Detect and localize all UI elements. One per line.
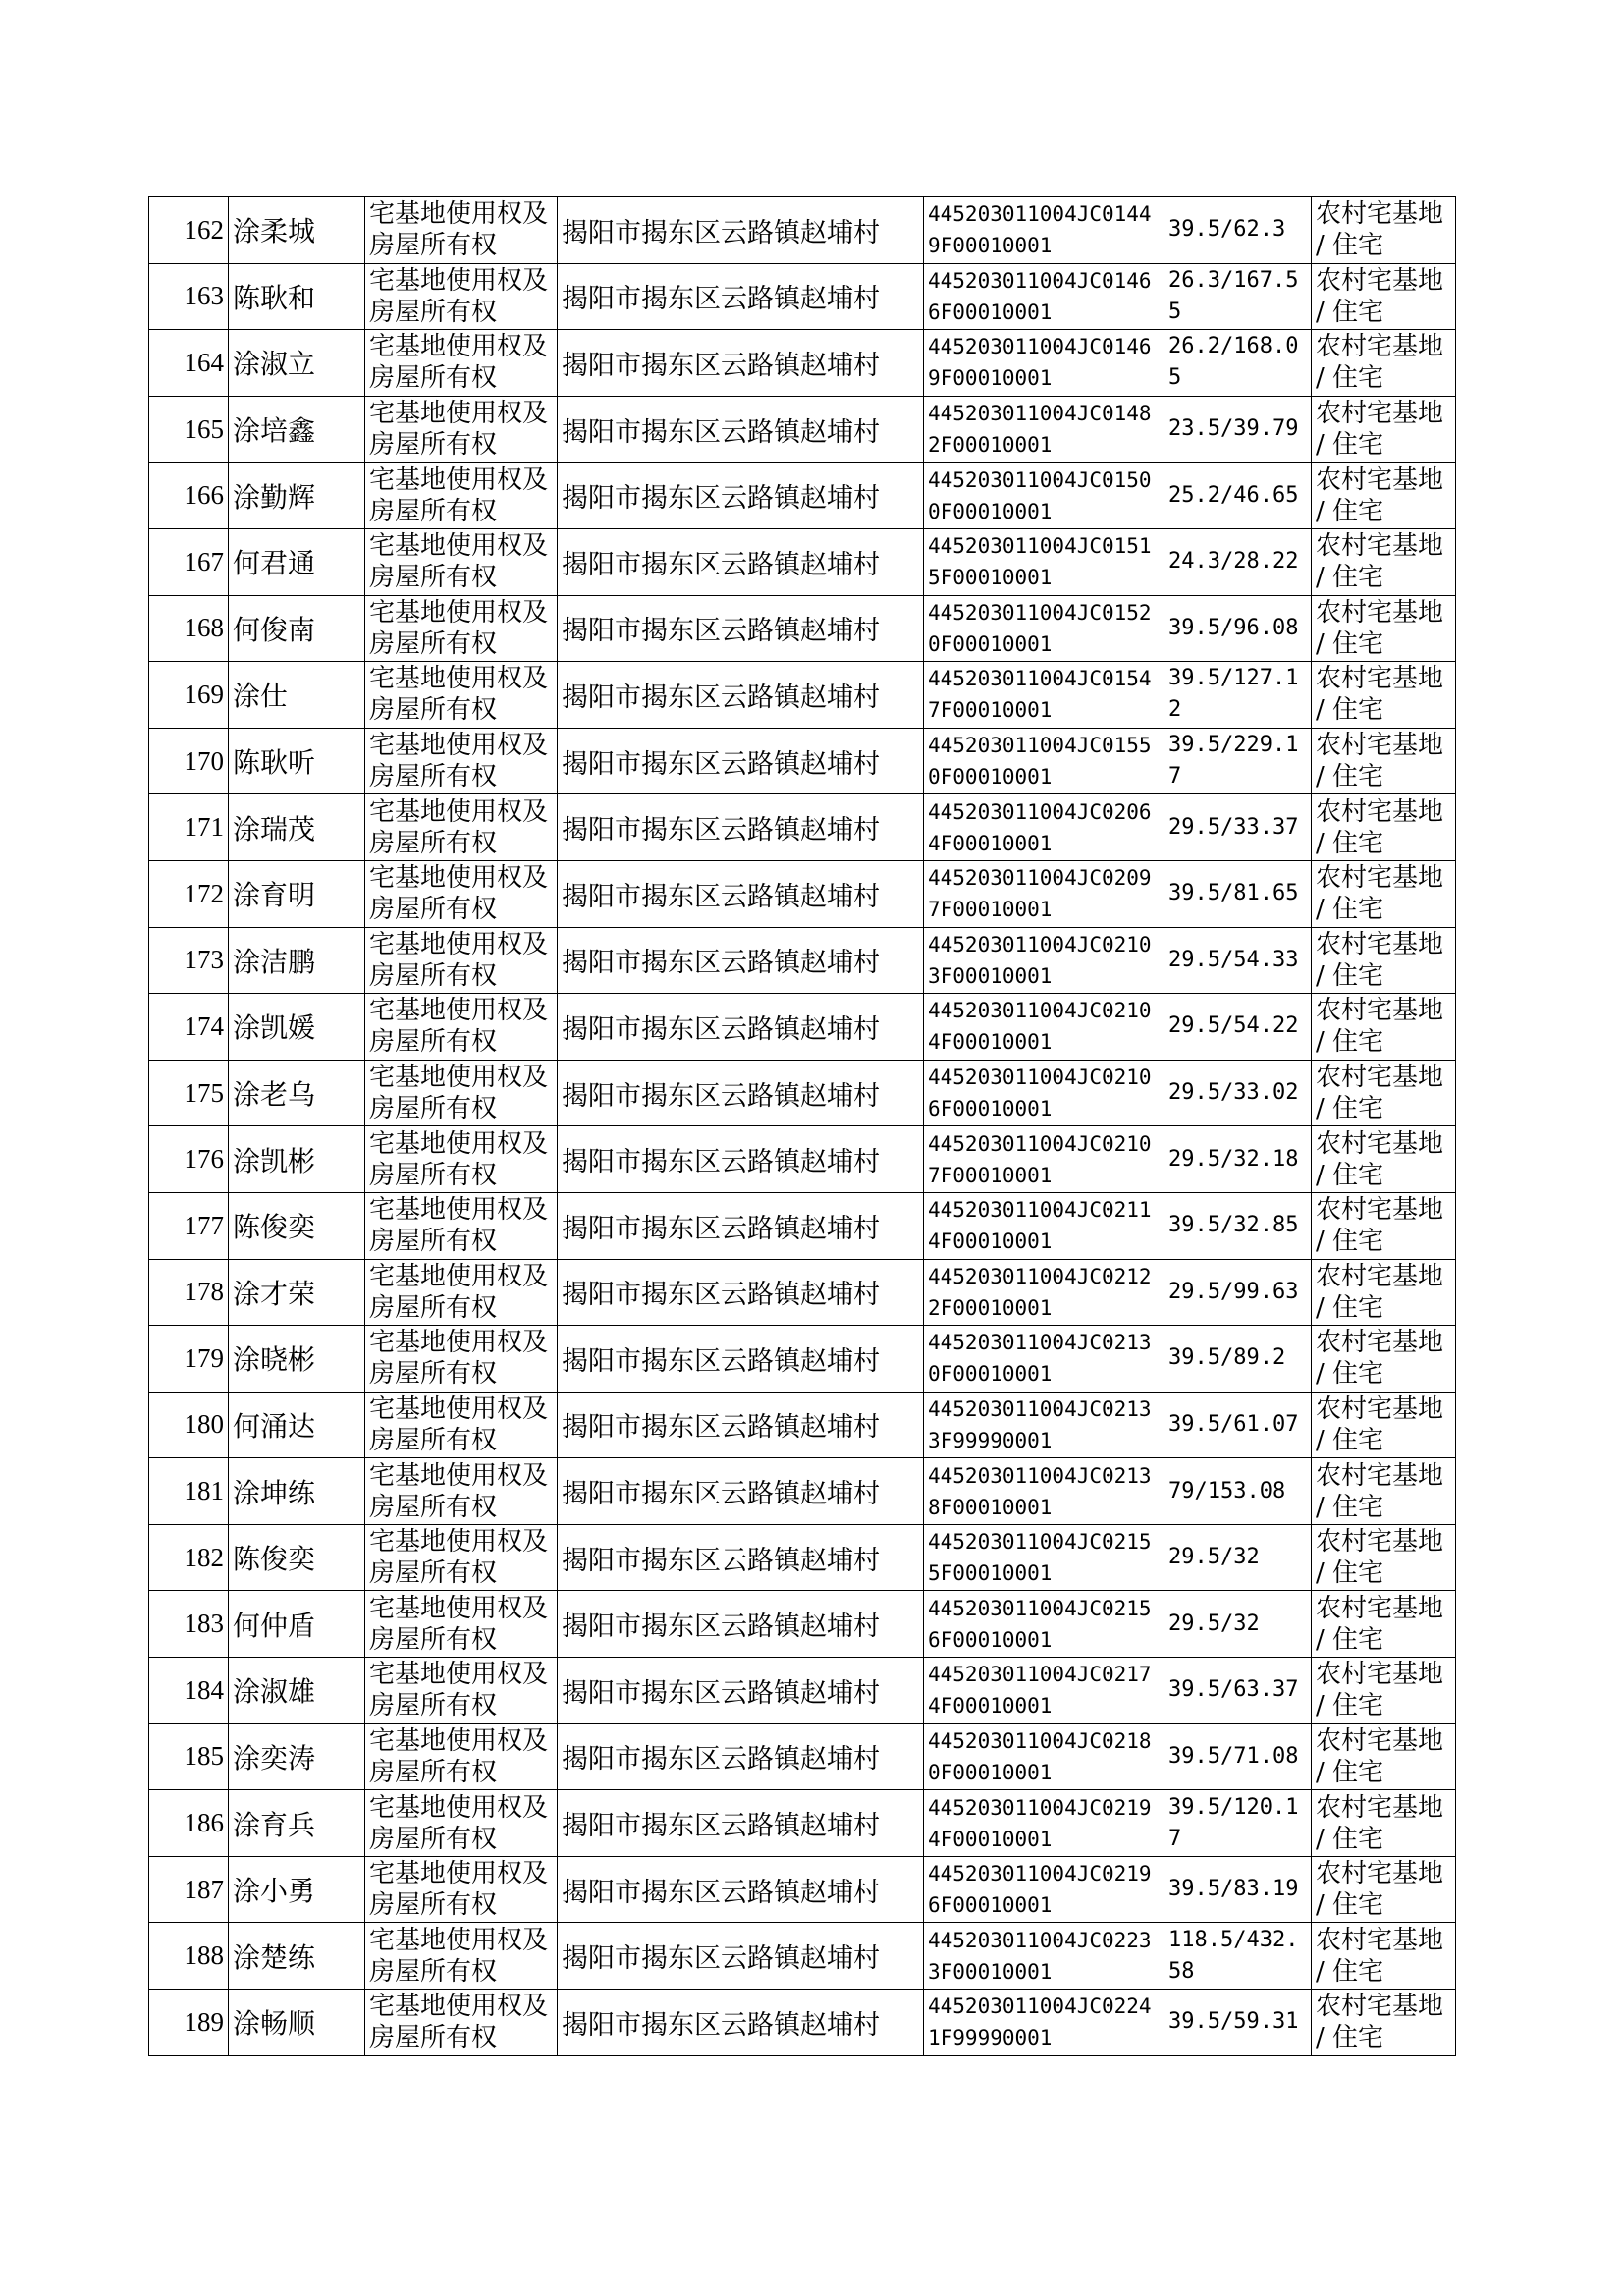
location-cell: 揭阳市揭东区云路镇赵埔村	[558, 1524, 924, 1591]
row-number-cell: 172	[149, 860, 229, 927]
property-unit-code-cell: 445203011004JC01466F00010001	[924, 263, 1164, 330]
property-unit-code-cell: 445203011004JC02106F00010001	[924, 1060, 1164, 1126]
property-unit-code-cell: 445203011004JC01515F00010001	[924, 528, 1164, 595]
owner-name-cell: 涂育兵	[229, 1790, 365, 1857]
table-row	[149, 528, 1456, 595]
usage-cell: 农村宅基地 / 住宅	[1312, 728, 1456, 794]
owner-name-cell: 何涌达	[229, 1392, 365, 1458]
location-cell: 揭阳市揭东区云路镇赵埔村	[558, 1723, 924, 1790]
owner-name-cell: 何仲盾	[229, 1591, 365, 1658]
usage-cell: 农村宅基地 / 住宅	[1312, 1126, 1456, 1193]
usage-cell: 农村宅基地 / 住宅	[1312, 1060, 1456, 1126]
table-row	[149, 1856, 1456, 1923]
location-cell: 揭阳市揭东区云路镇赵埔村	[558, 197, 924, 264]
right-type-cell: 宅基地使用权及房屋所有权	[365, 1060, 558, 1126]
owner-name-cell: 涂楚练	[229, 1923, 365, 1990]
row-number-cell: 183	[149, 1591, 229, 1658]
usage-cell: 农村宅基地 / 住宅	[1312, 263, 1456, 330]
location-cell: 揭阳市揭东区云路镇赵埔村	[558, 1192, 924, 1259]
property-unit-code-cell: 445203011004JC01500F00010001	[924, 463, 1164, 529]
property-unit-code-cell: 445203011004JC02130F00010001	[924, 1326, 1164, 1393]
area-cell: 26.3/167.55	[1164, 263, 1312, 330]
table-row	[149, 927, 1456, 994]
row-number-cell: 167	[149, 528, 229, 595]
owner-name-cell: 涂柔城	[229, 197, 365, 264]
table-row	[149, 463, 1456, 529]
area-cell: 26.2/168.05	[1164, 330, 1312, 397]
property-unit-code-cell: 445203011004JC02064F00010001	[924, 794, 1164, 861]
area-cell: 24.3/28.22	[1164, 528, 1312, 595]
row-number-cell: 173	[149, 927, 229, 994]
location-cell: 揭阳市揭东区云路镇赵埔村	[558, 1458, 924, 1525]
right-type-cell: 宅基地使用权及房屋所有权	[365, 1923, 558, 1990]
right-type-cell: 宅基地使用权及房屋所有权	[365, 330, 558, 397]
usage-cell: 农村宅基地 / 住宅	[1312, 1856, 1456, 1923]
area-cell: 39.5/62.3	[1164, 197, 1312, 264]
owner-name-cell: 何俊南	[229, 595, 365, 662]
row-number-cell: 177	[149, 1192, 229, 1259]
area-cell: 29.5/54.22	[1164, 994, 1312, 1061]
location-cell: 揭阳市揭东区云路镇赵埔村	[558, 1060, 924, 1126]
area-cell: 23.5/39.79	[1164, 396, 1312, 463]
property-unit-code-cell: 445203011004JC01547F00010001	[924, 662, 1164, 729]
location-cell: 揭阳市揭东区云路镇赵埔村	[558, 396, 924, 463]
location-cell: 揭阳市揭东区云路镇赵埔村	[558, 1392, 924, 1458]
property-unit-code-cell: 445203011004JC02196F00010001	[924, 1856, 1164, 1923]
area-cell: 39.5/89.2	[1164, 1326, 1312, 1393]
area-cell: 29.5/33.02	[1164, 1060, 1312, 1126]
right-type-cell: 宅基地使用权及房屋所有权	[365, 1790, 558, 1857]
row-number-cell: 188	[149, 1923, 229, 1990]
location-cell: 揭阳市揭东区云路镇赵埔村	[558, 463, 924, 529]
area-cell: 29.5/99.63	[1164, 1259, 1312, 1326]
table-row	[149, 1259, 1456, 1326]
table-row	[149, 1126, 1456, 1193]
usage-cell: 农村宅基地 / 住宅	[1312, 1790, 1456, 1857]
usage-cell: 农村宅基地 / 住宅	[1312, 1192, 1456, 1259]
property-unit-code-cell: 445203011004JC02107F00010001	[924, 1126, 1164, 1193]
owner-name-cell: 陈耿听	[229, 728, 365, 794]
location-cell: 揭阳市揭东区云路镇赵埔村	[558, 330, 924, 397]
row-number-cell: 164	[149, 330, 229, 397]
area-cell: 29.5/32	[1164, 1591, 1312, 1658]
usage-cell: 农村宅基地 / 住宅	[1312, 330, 1456, 397]
row-number-cell: 186	[149, 1790, 229, 1857]
row-number-cell: 184	[149, 1658, 229, 1724]
right-type-cell: 宅基地使用权及房屋所有权	[365, 1524, 558, 1591]
owner-name-cell: 涂才荣	[229, 1259, 365, 1326]
area-cell: 39.5/120.17	[1164, 1790, 1312, 1857]
usage-cell: 农村宅基地 / 住宅	[1312, 794, 1456, 861]
table-row	[149, 263, 1456, 330]
usage-cell: 农村宅基地 / 住宅	[1312, 1259, 1456, 1326]
location-cell: 揭阳市揭东区云路镇赵埔村	[558, 1326, 924, 1393]
table-row	[149, 1060, 1456, 1126]
right-type-cell: 宅基地使用权及房屋所有权	[365, 728, 558, 794]
owner-name-cell: 涂培鑫	[229, 396, 365, 463]
property-unit-code-cell: 445203011004JC01482F00010001	[924, 396, 1164, 463]
right-type-cell: 宅基地使用权及房屋所有权	[365, 1458, 558, 1525]
area-cell: 39.5/63.37	[1164, 1658, 1312, 1724]
owner-name-cell: 陈俊奕	[229, 1192, 365, 1259]
property-unit-code-cell: 445203011004JC01469F00010001	[924, 330, 1164, 397]
location-cell: 揭阳市揭东区云路镇赵埔村	[558, 1923, 924, 1990]
row-number-cell: 165	[149, 396, 229, 463]
table-row	[149, 1723, 1456, 1790]
owner-name-cell: 涂坤练	[229, 1458, 365, 1525]
owner-name-cell: 涂瑞茂	[229, 794, 365, 861]
owner-name-cell: 何君通	[229, 528, 365, 595]
table-row	[149, 197, 1456, 264]
area-cell: 39.5/59.31	[1164, 1990, 1312, 2056]
right-type-cell: 宅基地使用权及房屋所有权	[365, 1723, 558, 1790]
location-cell: 揭阳市揭东区云路镇赵埔村	[558, 794, 924, 861]
usage-cell: 农村宅基地 / 住宅	[1312, 595, 1456, 662]
property-unit-code-cell: 445203011004JC02103F00010001	[924, 927, 1164, 994]
usage-cell: 农村宅基地 / 住宅	[1312, 1524, 1456, 1591]
property-unit-code-cell: 445203011004JC02174F00010001	[924, 1658, 1164, 1724]
table-row	[149, 994, 1456, 1061]
right-type-cell: 宅基地使用权及房屋所有权	[365, 263, 558, 330]
table-row	[149, 1524, 1456, 1591]
location-cell: 揭阳市揭东区云路镇赵埔村	[558, 1126, 924, 1193]
table-row	[149, 1990, 1456, 2056]
area-cell: 39.5/32.85	[1164, 1192, 1312, 1259]
usage-cell: 农村宅基地 / 住宅	[1312, 1591, 1456, 1658]
row-number-cell: 162	[149, 197, 229, 264]
property-unit-code-cell: 445203011004JC02156F00010001	[924, 1591, 1164, 1658]
usage-cell: 农村宅基地 / 住宅	[1312, 197, 1456, 264]
row-number-cell: 175	[149, 1060, 229, 1126]
property-unit-code-cell: 445203011004JC02138F00010001	[924, 1458, 1164, 1525]
row-number-cell: 163	[149, 263, 229, 330]
location-cell: 揭阳市揭东区云路镇赵埔村	[558, 528, 924, 595]
row-number-cell: 185	[149, 1723, 229, 1790]
property-unit-code-cell: 445203011004JC02104F00010001	[924, 994, 1164, 1061]
location-cell: 揭阳市揭东区云路镇赵埔村	[558, 1591, 924, 1658]
right-type-cell: 宅基地使用权及房屋所有权	[365, 994, 558, 1061]
row-number-cell: 166	[149, 463, 229, 529]
table-row	[149, 1458, 1456, 1525]
usage-cell: 农村宅基地 / 住宅	[1312, 463, 1456, 529]
location-cell: 揭阳市揭东区云路镇赵埔村	[558, 927, 924, 994]
usage-cell: 农村宅基地 / 住宅	[1312, 994, 1456, 1061]
right-type-cell: 宅基地使用权及房屋所有权	[365, 396, 558, 463]
property-unit-code-cell: 445203011004JC01520F00010001	[924, 595, 1164, 662]
row-number-cell: 182	[149, 1524, 229, 1591]
property-unit-code-cell: 445203011004JC02155F00010001	[924, 1524, 1164, 1591]
right-type-cell: 宅基地使用权及房屋所有权	[365, 794, 558, 861]
right-type-cell: 宅基地使用权及房屋所有权	[365, 1591, 558, 1658]
table-row	[149, 1591, 1456, 1658]
right-type-cell: 宅基地使用权及房屋所有权	[365, 528, 558, 595]
area-cell: 39.5/71.08	[1164, 1723, 1312, 1790]
right-type-cell: 宅基地使用权及房屋所有权	[365, 1990, 558, 2056]
usage-cell: 农村宅基地 / 住宅	[1312, 396, 1456, 463]
right-type-cell: 宅基地使用权及房屋所有权	[365, 1326, 558, 1393]
location-cell: 揭阳市揭东区云路镇赵埔村	[558, 1856, 924, 1923]
table-row	[149, 330, 1456, 397]
owner-name-cell: 涂晓彬	[229, 1326, 365, 1393]
owner-name-cell: 涂老乌	[229, 1060, 365, 1126]
area-cell: 29.5/32.18	[1164, 1126, 1312, 1193]
area-cell: 39.5/127.12	[1164, 662, 1312, 729]
location-cell: 揭阳市揭东区云路镇赵埔村	[558, 1259, 924, 1326]
row-number-cell: 189	[149, 1990, 229, 2056]
usage-cell: 农村宅基地 / 住宅	[1312, 1723, 1456, 1790]
area-cell: 39.5/81.65	[1164, 860, 1312, 927]
table-row	[149, 1658, 1456, 1724]
row-number-cell: 179	[149, 1326, 229, 1393]
table-row	[149, 1923, 1456, 1990]
owner-name-cell: 涂凯媛	[229, 994, 365, 1061]
area-cell: 25.2/46.65	[1164, 463, 1312, 529]
property-rights-table	[148, 196, 1456, 2056]
row-number-cell: 178	[149, 1259, 229, 1326]
area-cell: 39.5/96.08	[1164, 595, 1312, 662]
property-unit-code-cell: 445203011004JC01449F00010001	[924, 197, 1164, 264]
right-type-cell: 宅基地使用权及房屋所有权	[365, 662, 558, 729]
right-type-cell: 宅基地使用权及房屋所有权	[365, 1856, 558, 1923]
owner-name-cell: 涂淑立	[229, 330, 365, 397]
row-number-cell: 181	[149, 1458, 229, 1525]
location-cell: 揭阳市揭东区云路镇赵埔村	[558, 595, 924, 662]
right-type-cell: 宅基地使用权及房屋所有权	[365, 860, 558, 927]
usage-cell: 农村宅基地 / 住宅	[1312, 1326, 1456, 1393]
area-cell: 29.5/33.37	[1164, 794, 1312, 861]
owner-name-cell: 涂淑雄	[229, 1658, 365, 1724]
right-type-cell: 宅基地使用权及房屋所有权	[365, 1192, 558, 1259]
table-row	[149, 1392, 1456, 1458]
property-unit-code-cell: 445203011004JC02122F00010001	[924, 1259, 1164, 1326]
owner-name-cell: 涂小勇	[229, 1856, 365, 1923]
location-cell: 揭阳市揭东区云路镇赵埔村	[558, 662, 924, 729]
table-row	[149, 1326, 1456, 1393]
owner-name-cell: 陈俊奕	[229, 1524, 365, 1591]
row-number-cell: 180	[149, 1392, 229, 1458]
row-number-cell: 187	[149, 1856, 229, 1923]
property-unit-code-cell: 445203011004JC02194F00010001	[924, 1790, 1164, 1857]
area-cell: 118.5/432.58	[1164, 1923, 1312, 1990]
row-number-cell: 176	[149, 1126, 229, 1193]
property-unit-code-cell: 445203011004JC02097F00010001	[924, 860, 1164, 927]
owner-name-cell: 涂育明	[229, 860, 365, 927]
right-type-cell: 宅基地使用权及房屋所有权	[365, 197, 558, 264]
location-cell: 揭阳市揭东区云路镇赵埔村	[558, 860, 924, 927]
usage-cell: 农村宅基地 / 住宅	[1312, 1458, 1456, 1525]
usage-cell: 农村宅基地 / 住宅	[1312, 528, 1456, 595]
table-row	[149, 396, 1456, 463]
location-cell: 揭阳市揭东区云路镇赵埔村	[558, 1790, 924, 1857]
right-type-cell: 宅基地使用权及房屋所有权	[365, 927, 558, 994]
table-row	[149, 1192, 1456, 1259]
property-unit-code-cell: 445203011004JC02241F99990001	[924, 1990, 1164, 2056]
right-type-cell: 宅基地使用权及房屋所有权	[365, 463, 558, 529]
owner-name-cell: 涂仕	[229, 662, 365, 729]
row-number-cell: 169	[149, 662, 229, 729]
property-unit-code-cell: 445203011004JC02233F00010001	[924, 1923, 1164, 1990]
location-cell: 揭阳市揭东区云路镇赵埔村	[558, 263, 924, 330]
row-number-cell: 174	[149, 994, 229, 1061]
row-number-cell: 168	[149, 595, 229, 662]
property-unit-code-cell: 445203011004JC01550F00010001	[924, 728, 1164, 794]
usage-cell: 农村宅基地 / 住宅	[1312, 927, 1456, 994]
location-cell: 揭阳市揭东区云路镇赵埔村	[558, 994, 924, 1061]
area-cell: 29.5/54.33	[1164, 927, 1312, 994]
property-unit-code-cell: 445203011004JC02133F99990001	[924, 1392, 1164, 1458]
table-row	[149, 794, 1456, 861]
property-unit-code-cell: 445203011004JC02180F00010001	[924, 1723, 1164, 1790]
owner-name-cell: 涂凯彬	[229, 1126, 365, 1193]
location-cell: 揭阳市揭东区云路镇赵埔村	[558, 1990, 924, 2056]
usage-cell: 农村宅基地 / 住宅	[1312, 1990, 1456, 2056]
right-type-cell: 宅基地使用权及房屋所有权	[365, 1658, 558, 1724]
usage-cell: 农村宅基地 / 住宅	[1312, 662, 1456, 729]
area-cell: 39.5/83.19	[1164, 1856, 1312, 1923]
area-cell: 39.5/229.17	[1164, 728, 1312, 794]
usage-cell: 农村宅基地 / 住宅	[1312, 1923, 1456, 1990]
usage-cell: 农村宅基地 / 住宅	[1312, 1392, 1456, 1458]
area-cell: 39.5/61.07	[1164, 1392, 1312, 1458]
property-unit-code-cell: 445203011004JC02114F00010001	[924, 1192, 1164, 1259]
table-row	[149, 1790, 1456, 1857]
right-type-cell: 宅基地使用权及房屋所有权	[365, 1392, 558, 1458]
area-cell: 29.5/32	[1164, 1524, 1312, 1591]
table-row	[149, 728, 1456, 794]
row-number-cell: 170	[149, 728, 229, 794]
table-row	[149, 860, 1456, 927]
table-row	[149, 662, 1456, 729]
owner-name-cell: 涂勤辉	[229, 463, 365, 529]
owner-name-cell: 陈耿和	[229, 263, 365, 330]
right-type-cell: 宅基地使用权及房屋所有权	[365, 595, 558, 662]
right-type-cell: 宅基地使用权及房屋所有权	[365, 1259, 558, 1326]
row-number-cell: 171	[149, 794, 229, 861]
area-cell: 79/153.08	[1164, 1458, 1312, 1525]
usage-cell: 农村宅基地 / 住宅	[1312, 860, 1456, 927]
location-cell: 揭阳市揭东区云路镇赵埔村	[558, 1658, 924, 1724]
location-cell: 揭阳市揭东区云路镇赵埔村	[558, 728, 924, 794]
owner-name-cell: 涂洁鹏	[229, 927, 365, 994]
owner-name-cell: 涂畅顺	[229, 1990, 365, 2056]
right-type-cell: 宅基地使用权及房屋所有权	[365, 1126, 558, 1193]
usage-cell: 农村宅基地 / 住宅	[1312, 1658, 1456, 1724]
table-row	[149, 595, 1456, 662]
owner-name-cell: 涂奕涛	[229, 1723, 365, 1790]
table-body	[149, 197, 1456, 2056]
